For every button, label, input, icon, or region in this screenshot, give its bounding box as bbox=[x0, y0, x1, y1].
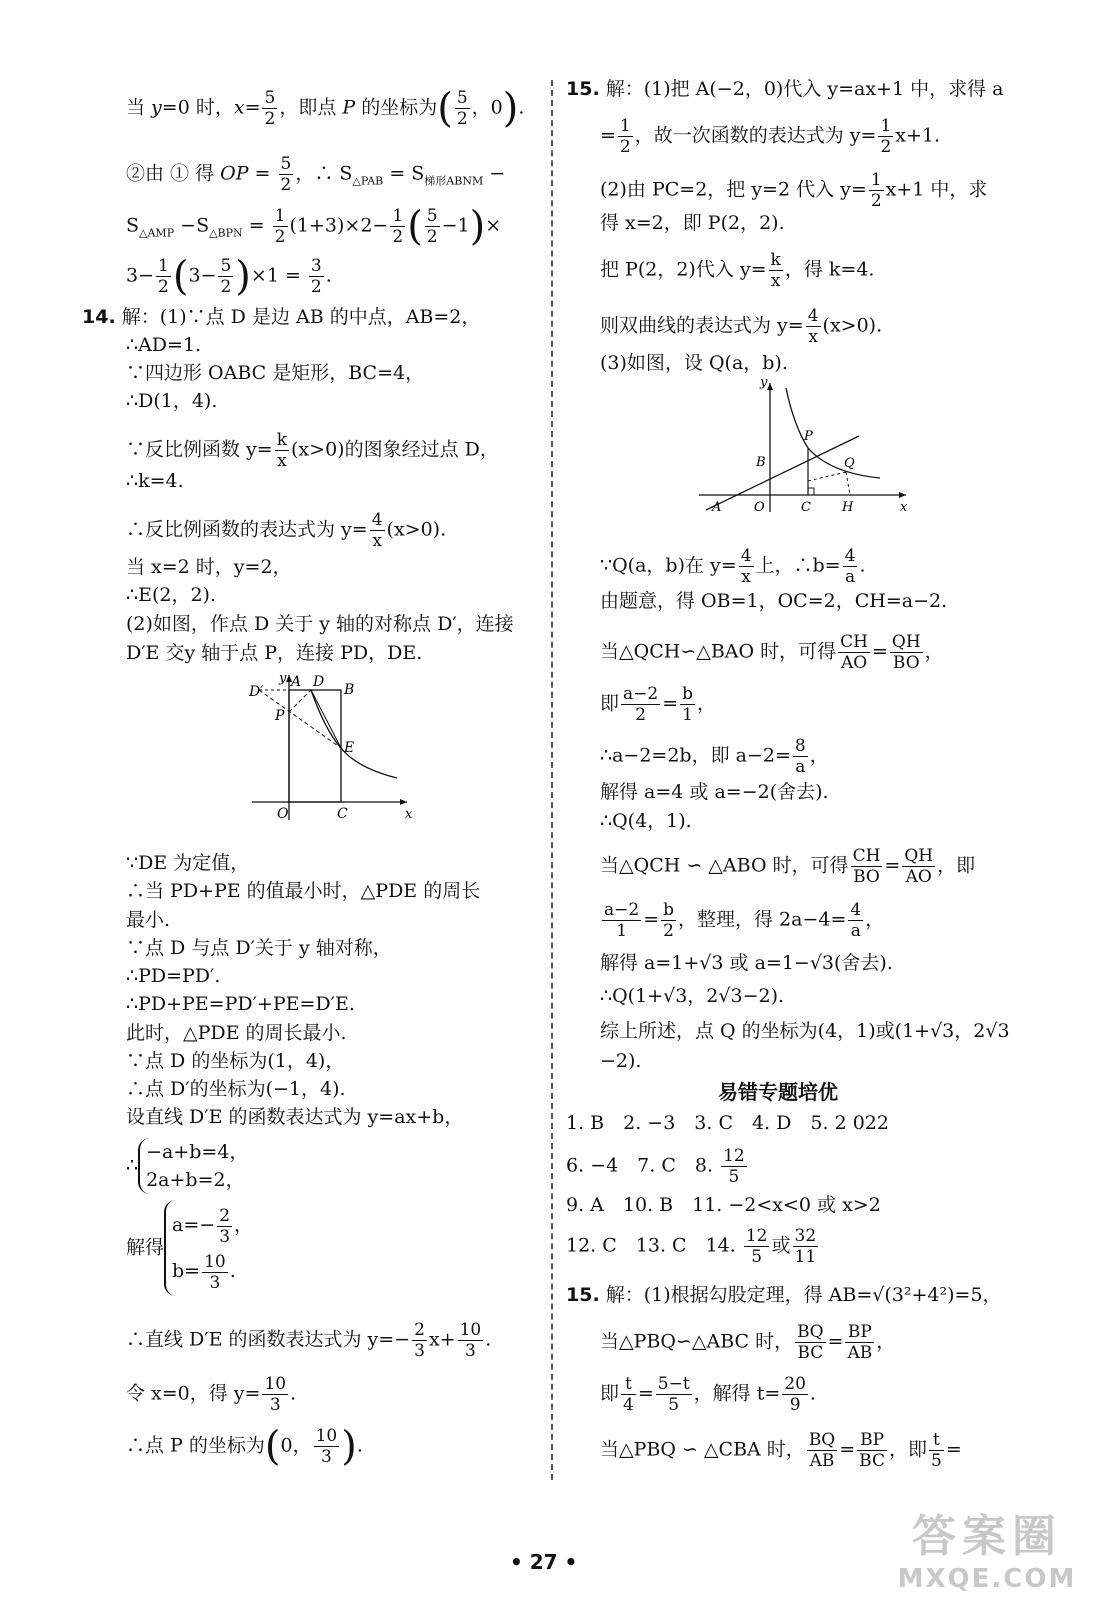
label-e: E bbox=[344, 740, 355, 756]
text-line: ∴D(1，4). bbox=[126, 390, 218, 412]
text-line: 即 $\frac{t}{4}$ = $\frac{5-t}{5}$ ，解得 t= $\frac{20}{9}$ . bbox=[600, 1374, 816, 1415]
text-line: 最小. bbox=[126, 909, 171, 931]
text-line: ∴PD=PD′. bbox=[126, 965, 221, 987]
text-line: 解得 a=1+√3 或 a=1−√3(舍去). bbox=[600, 952, 893, 974]
label-b: B bbox=[756, 455, 766, 470]
section-heading: 易错专题培优 bbox=[718, 1080, 838, 1104]
answer-line: 1. B 2. −3 3. C 4. D 5. 2 022 bbox=[566, 1112, 889, 1134]
label-x: x bbox=[405, 807, 413, 822]
text-line: ∴k=4. bbox=[126, 470, 184, 492]
text-line: 当△PBQ ∽ △CBA 时， $\frac{BQ}{AB}$ = $\frac{BP}{BC}$ ，即 $\frac{t}{5}$ = bbox=[600, 1430, 962, 1471]
text-line: $S_{\triangle AMP} -S_{\triangle BPN}$ = $\frac{1}{2}$ (1+3)×2− $\frac{1}{2}$ ( $\frac{5}{2}$ −1)× bbox=[126, 203, 502, 250]
fraction: $\frac{5}{2}$ bbox=[264, 88, 276, 129]
text-line: ∴当 PD+PE 的值最小时，△PDE 的周长 bbox=[126, 880, 481, 902]
label-d-prime: D′ bbox=[249, 684, 264, 700]
label-o: O bbox=[754, 500, 765, 515]
text-line: ∴PD+PE=PD′+PE=D′E. bbox=[126, 993, 355, 1015]
label-q: Q bbox=[844, 456, 855, 471]
text-line: −2). bbox=[600, 1050, 642, 1072]
text-line: D′E 交y 轴于点 P，连接 PD，DE. bbox=[126, 642, 423, 664]
equation-system: 解得 a=− $\frac{2}{3}$ ， b= $\frac{10}{3}$ . bbox=[126, 1200, 253, 1296]
fraction: $\frac{5}{2}$ bbox=[456, 88, 468, 129]
text-line: ②由 ① 得 OP = $\frac{5}{2}$ ，∴ $S_{\triangle PAB} = S_{梯形ABNM}$ − bbox=[126, 154, 506, 195]
watermark bbox=[897, 1500, 1077, 1594]
text-line: 此时，△PDE 的周长最小. bbox=[126, 1022, 347, 1044]
text-line: ∵四边形 OABC 是矩形，BC=4， bbox=[126, 362, 425, 384]
answer-line: 9. A 10. B 11. −2<x<0 或 x>2 bbox=[566, 1194, 881, 1216]
text-line: 当 y=0 时，x= $\frac{5}{2}$ ，即点 P 的坐标为( $\frac{5}{2}$ ，0). bbox=[126, 85, 525, 132]
text-line: 当△PBQ∽△ABC 时， $\frac{BQ}{BC}$ = $\frac{BP}{AB}$ ， bbox=[600, 1322, 896, 1363]
question-15b: 15. 解：(1)根据勾股定理，得 AB=√(3²+4²)=5， bbox=[566, 1284, 1002, 1306]
text-line: ∵DE 为定值， bbox=[126, 852, 250, 874]
text-line: ∴点 P 的坐标为(0， $\frac{10}{3}$ ). bbox=[126, 1423, 363, 1470]
text-line: 得 x=2，即 P(2，2). bbox=[600, 212, 785, 234]
label-y: y bbox=[760, 378, 768, 390]
text-line: 把 P(2，2)代入 y= $\frac{k}{x}$ ，得 k=4. bbox=[600, 250, 875, 291]
answer-line: 12. C 13. C 14. $\frac{12}{5}$ 或 $\frac{32}{11}$ bbox=[566, 1226, 817, 1267]
label-c: C bbox=[337, 806, 348, 822]
text-line: ∵点 D 与点 D′关于 y 轴对称， bbox=[126, 937, 392, 959]
question-14: 14. 解：(1)∵点 D 是边 AB 的中点，AB=2， bbox=[82, 306, 481, 328]
answer-line: 6. −4 7. C 8. $\frac{12}{5}$ bbox=[566, 1146, 745, 1187]
label-p: P bbox=[275, 708, 285, 724]
watermark-url: MXQE.COM bbox=[897, 1564, 1077, 1594]
text-line: ∵反比例函数 y= $\frac{k}{x}$ (x>0)的图象经过点 D， bbox=[126, 430, 499, 471]
figure-rectangle-hyperbola bbox=[247, 670, 417, 830]
text-line: 令 x=0，得 y= $\frac{10}{3}$ . bbox=[126, 1374, 297, 1415]
text-line: 解得 a=4 或 a=−2(舍去). bbox=[600, 781, 829, 803]
text-line: ∴直线 D′E 的函数表达式为 y=− $\frac{2}{3}$ x+ $\frac{10}{3}$ . bbox=[126, 1320, 492, 1361]
text-line: ∴Q(4，1). bbox=[600, 810, 692, 832]
figure-line-hyperbola bbox=[694, 378, 924, 518]
text-line: 即 $\frac{a-2}{2}$ = $\frac{b}{1}$ ， bbox=[600, 684, 717, 725]
label-a: A bbox=[291, 674, 302, 690]
label-p: P bbox=[804, 429, 813, 444]
label-c: C bbox=[801, 500, 811, 515]
text-line: ∴反比例函数的表达式为 y= $\frac{4}{x}$ (x>0). bbox=[126, 510, 447, 551]
text-line: 当△QCH∽△BAO 时，可得 $\frac{CH}{AO}$ = $\frac{QH}{BO}$ ， bbox=[600, 632, 944, 673]
text-line: (2)由 PC=2，把 y=2 代入 y= $\frac{1}{2}$ x+1 中，求 bbox=[600, 170, 988, 211]
text-line: 3− $\frac{1}{2}$ (3− $\frac{5}{2}$ )×1 = $\frac{3}{2}$ . bbox=[126, 253, 332, 300]
text-line: ∴Q(1+√3，2√3−2). bbox=[600, 985, 785, 1007]
text-line: 设直线 D′E 的函数表达式为 y=ax+b， bbox=[126, 1106, 464, 1128]
text-line: (3)如图，设 Q(a，b). bbox=[600, 352, 788, 374]
page-number: • 27 • bbox=[510, 1550, 578, 1574]
text-line: = $\frac{1}{2}$ ，故一次函数的表达式为 y= $\frac{1}{2}$ x+1. bbox=[600, 116, 941, 157]
text-line: 当 x=2 时，y=2， bbox=[126, 556, 292, 578]
label-a: A bbox=[712, 500, 722, 515]
label-o: O bbox=[277, 806, 289, 822]
text-line: 由题意，得 OB=1，OC=2，CH=a−2. bbox=[600, 590, 948, 612]
text-line: ∴E(2，2). bbox=[126, 584, 216, 606]
text-line: $\frac{a-2}{1}$ = $\frac{b}{2}$ ，整理，得 2a−4= $\frac{4}{a}$ ， bbox=[604, 900, 885, 941]
text-line: ∵Q(a，b)在 y= $\frac{4}{x}$ 上，∴b= $\frac{4}{a}$ . bbox=[600, 546, 866, 587]
text-line: 当△QCH ∽ △ABO 时，可得 $\frac{CH}{BO}$ = $\frac{QH}{AO}$ ，即 bbox=[600, 846, 976, 887]
text-line: (2)如图，作点 D 关于 y 轴的对称点 D′，连接 bbox=[126, 613, 514, 635]
text-line: 综上所述，点 Q 的坐标为(4，1)或(1+√3，2√3 bbox=[600, 1020, 1010, 1042]
text-line: ∴点 D′的坐标为(−1，4). bbox=[126, 1078, 346, 1100]
fraction: $\frac{5}{2}$ bbox=[280, 154, 292, 195]
text-line: ∵点 D 的坐标为(1，4)， bbox=[126, 1050, 345, 1072]
question-15: 15. 解：(1)把 A(−2，0)代入 y=ax+1 中，求得 a bbox=[566, 78, 1004, 100]
text-line: 则双曲线的表达式为 y= $\frac{4}{x}$ (x>0). bbox=[600, 306, 883, 347]
label-b: B bbox=[344, 682, 355, 698]
label-x: x bbox=[900, 500, 908, 515]
text-line: ∴a−2=2b，即 a−2= $\frac{8}{a}$ ， bbox=[600, 736, 829, 777]
column-divider bbox=[551, 80, 553, 1480]
equation-system: ∴ −a+b=4， 2a+b=2， bbox=[126, 1138, 248, 1194]
label-d: D bbox=[313, 674, 325, 690]
label-h: H bbox=[842, 500, 854, 515]
watermark-logo: 答案圈 bbox=[912, 1511, 1062, 1562]
text-line: ∴AD=1. bbox=[126, 334, 202, 356]
label-y: y bbox=[279, 671, 287, 686]
